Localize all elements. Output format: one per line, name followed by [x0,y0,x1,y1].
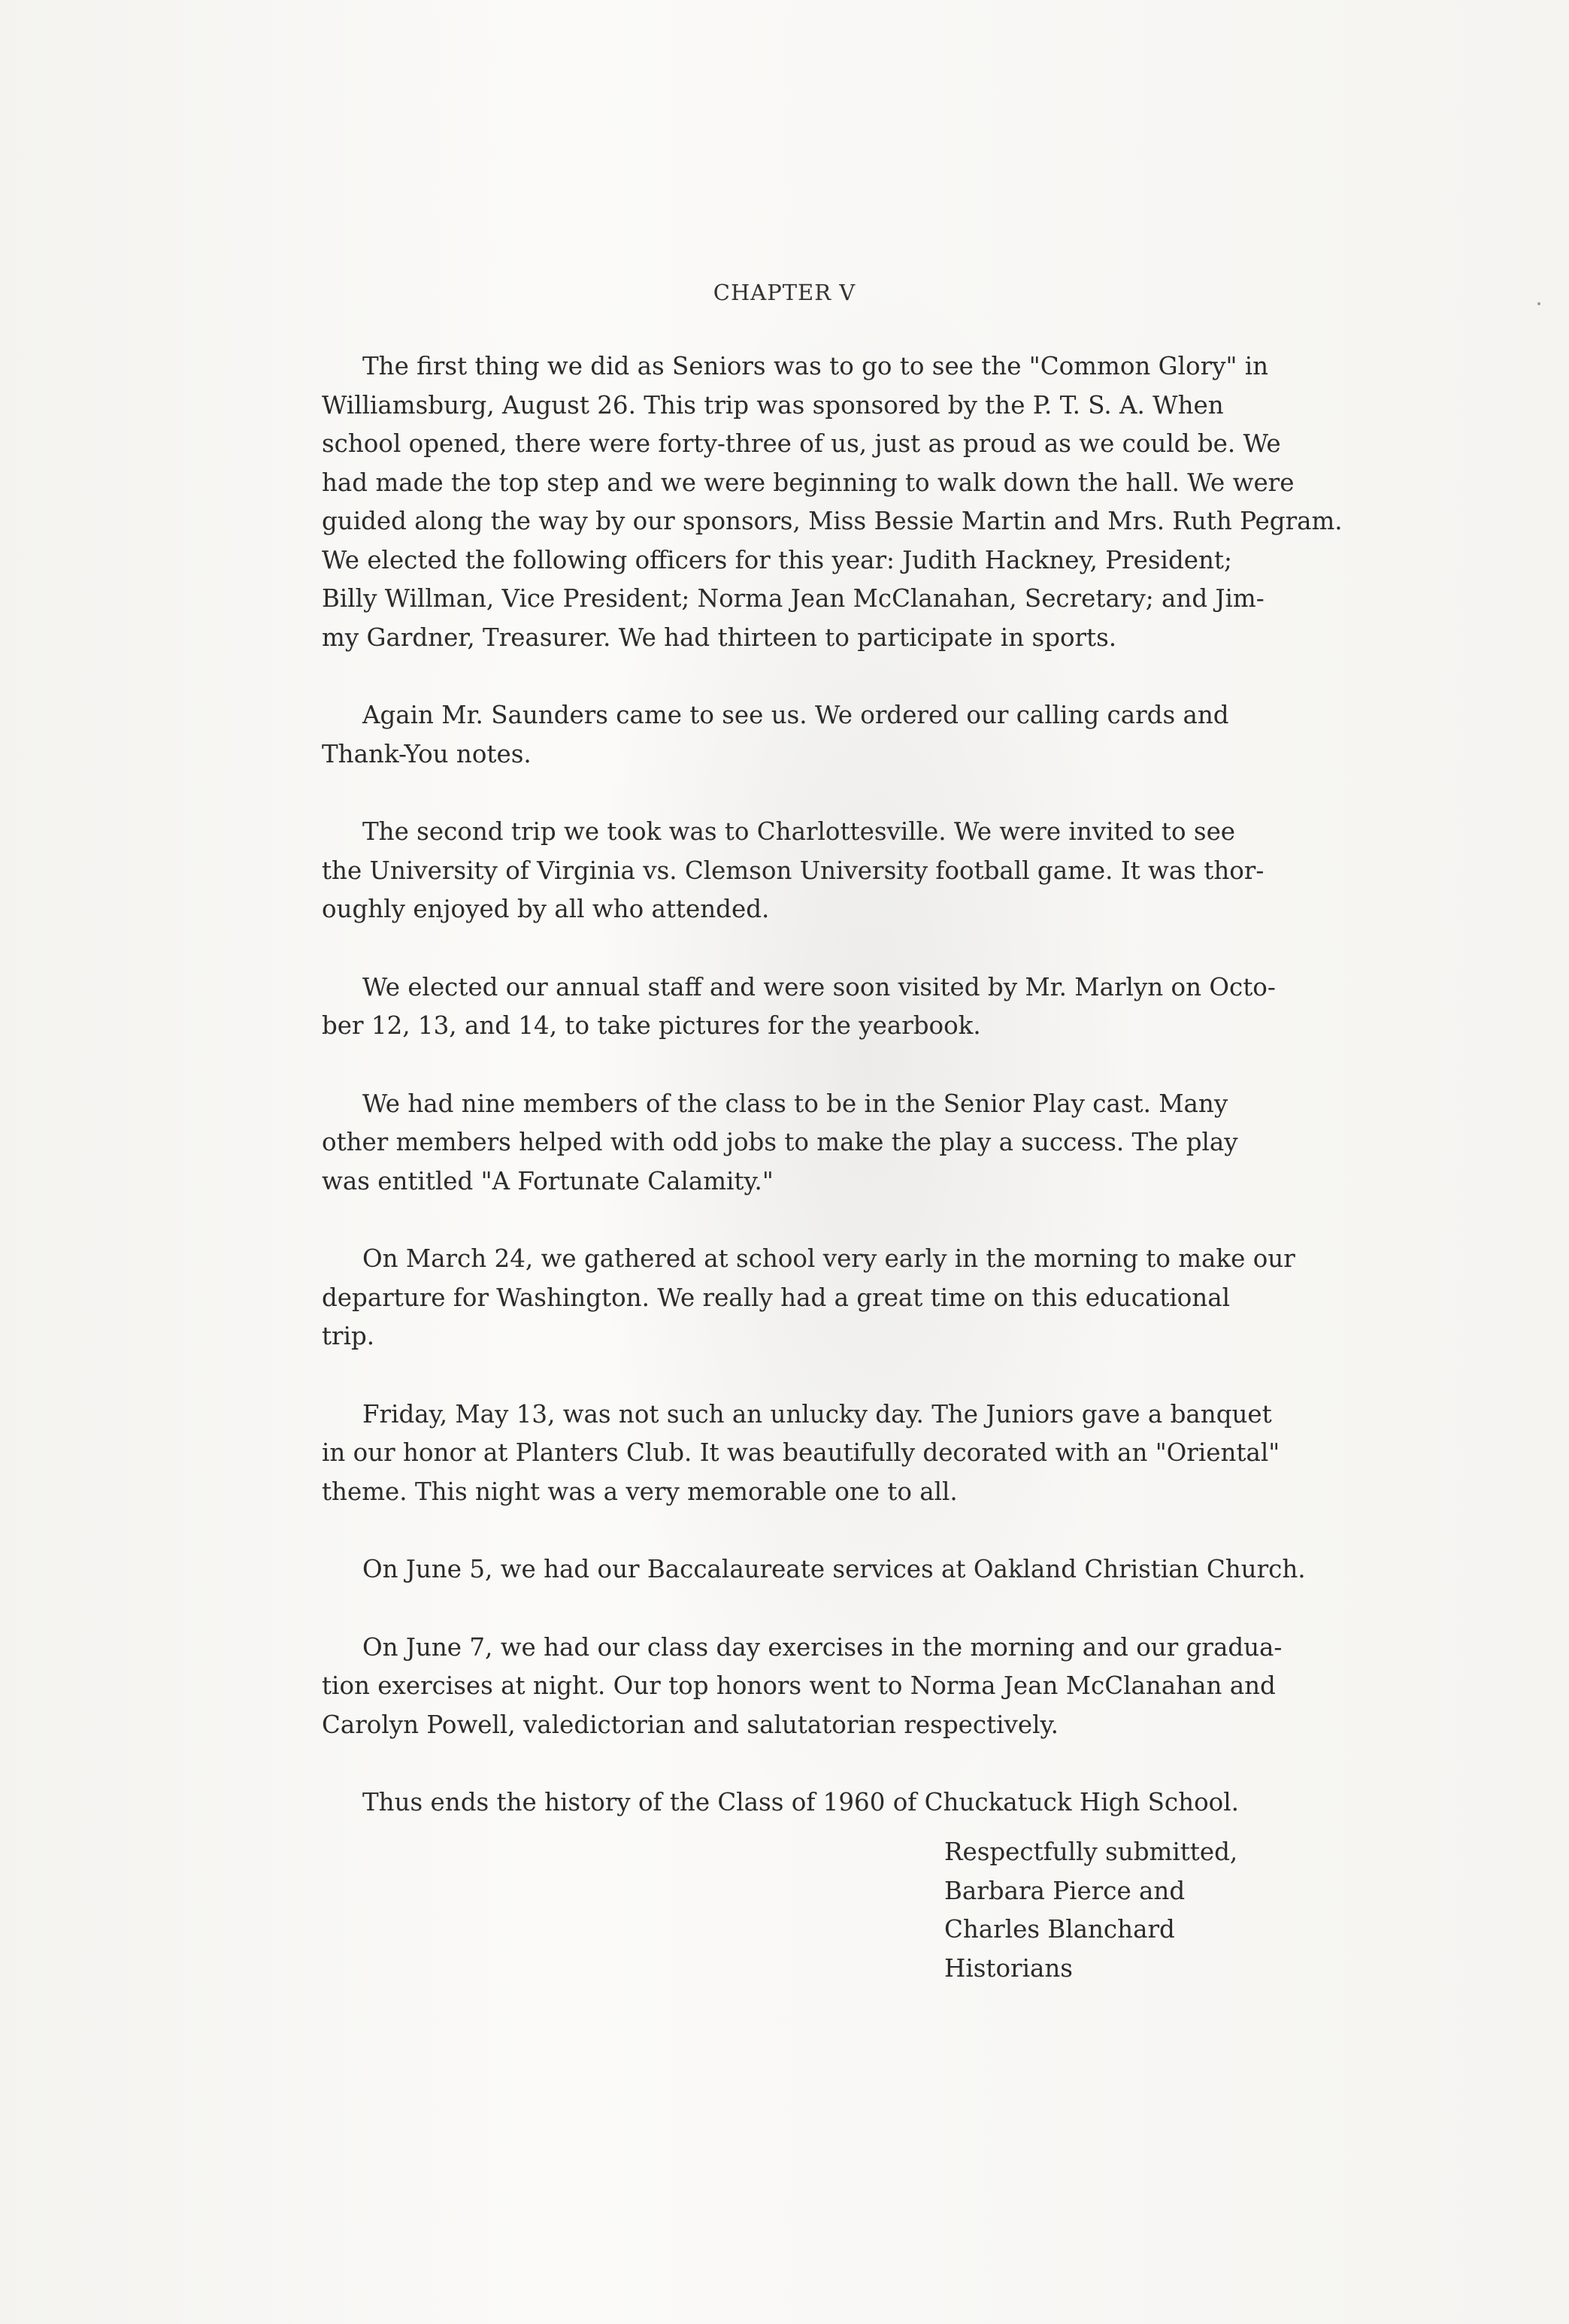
paragraph-7 [322,1395,1359,1512]
text-line: the University of Virginia vs. Clemson University football game. It was thor- [322,856,1265,885]
text-line: departure for Washington. We really had a great time on this educational [322,1283,1230,1312]
text-line: was entitled "A Fortunate Calamity." [322,1166,774,1195]
text-line: On June 7, we had our class day exercises in the morning and our gradua- [362,1632,1283,1662]
text-line: On March 24, we gathered at school very early in the morning to make our [362,1244,1295,1273]
paragraph-1 [322,347,1359,657]
text-line: Friday, May 13, was not such an unlucky day. The Juniors gave a banquet [362,1399,1272,1429]
text-line: in our honor at Planters Club. It was beautifully decorated with an "Oriental" [322,1438,1280,1467]
paragraph-5 [322,1085,1359,1201]
paragraph-8 [322,1550,1359,1589]
paragraph-10 [322,1783,1359,1823]
text-line: guided along the way by our sponsors, Miss Bessie Martin and Mrs. Ruth Pegram. [322,507,1343,535]
text-line: theme. This night was a very memorable one to all. [322,1477,958,1506]
text-line: Williamsburg, August 26. This trip was sponsored by the P. T. S. A. When [322,390,1224,420]
signature-name-1: Barbara Pierce and [944,1876,1186,1905]
text-line: trip. [322,1322,375,1350]
chapter-title: CHAPTER V [713,280,856,305]
paragraph-6 [322,1240,1359,1356]
signature-block [944,1833,1237,1988]
text-line: We elected our annual staff and were soon visited by Mr. Marlyn on Octo- [362,972,1276,1001]
text-line: tion exercises at night. Our top honors went to Norma Jean McClanahan and [322,1671,1276,1700]
text-line: On June 5, we had our Baccalaureate services at Oakland Christian Church. [362,1555,1306,1583]
text-line: my Gardner, Treasurer. We had thirteen to participate in sports. [322,623,1117,652]
text-line: The first thing we did as Seniors was to go to see the "Common Glory" in [362,352,1269,380]
signature-closing: Respectfully submitted, [944,1838,1238,1866]
paragraph-9 [322,1629,1359,1745]
signature-name-2: Charles Blanchard [944,1915,1175,1944]
text-line: We elected the following officers for this year: Judith Hackney, President; [322,545,1232,574]
text-line: Thus ends the history of the Class of 1960 of Chuckatuck High School. [362,1788,1239,1816]
paragraph-3 [322,813,1359,929]
text-line: The second trip we took was to Charlottesville. We were invited to see [362,817,1236,846]
paragraph-2 [322,696,1359,774]
text-line: We had nine members of the class to be in the Senior Play cast. Many [362,1089,1228,1118]
text-line: Billy Willman, Vice President; Norma Jean McClanahan, Secretary; and Jim- [322,584,1265,613]
body-text [322,347,1359,1823]
text-line: had made the top step and we were beginning to walk down the hall. We were [322,468,1295,497]
paragraph-4 [322,968,1359,1046]
text-line: Thank-You notes. [322,739,532,768]
text-line: Again Mr. Saunders came to see us. We ordered our calling cards and [362,701,1229,729]
signature-title: Historians [944,1953,1073,1983]
text-line: school opened, there were forty-three of us, just as proud as we could be. We [322,429,1281,458]
text-line: other members helped with odd jobs to make the play a success. The play [322,1128,1238,1156]
text-line: oughly enjoyed by all who attended. [322,895,770,923]
text-line: Carolyn Powell, valedictorian and salutatorian respectively. [322,1710,1059,1739]
text-line: ber 12, 13, and 14, to take pictures for the yearbook. [322,1011,981,1040]
